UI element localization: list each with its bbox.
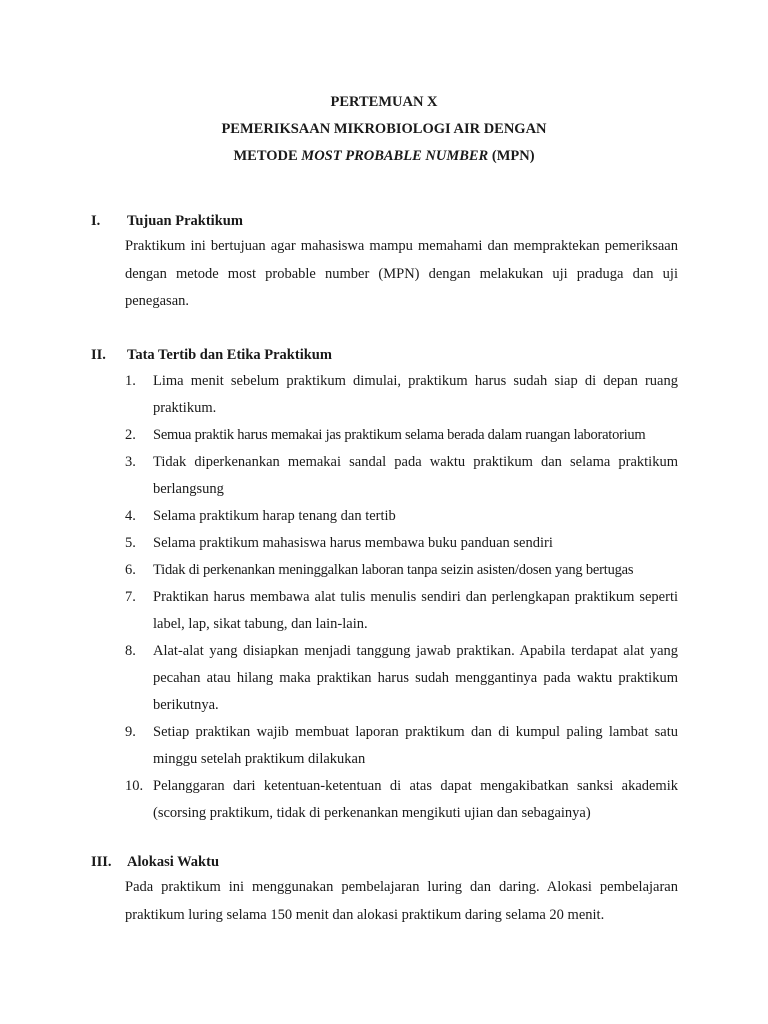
list-item-text: Selama praktikum harap tenang dan tertib [153,508,396,524]
list-item [125,638,678,719]
list-item-text: Lima menit sebelum praktikum dimulai, praktikum harus sudah siap di depan ruang praktikum. [153,373,678,416]
section-3-paragraph: Pada praktikum ini menggunakan pembelajaran luring dan daring. Alokasi pembelajaran praktikum luring selama 150 menit dan alokasi praktikum daring selama 20 menit. [125,879,678,923]
list-item-text: Praktikan harus membawa alat tulis menulis sendiri dan perlengkapan praktikum seperti label, lap, sikat tabung, dan lain-lain. [153,589,678,632]
list-item-number: 10. [125,778,144,794]
document-title-line-2: PEMERIKSAAN MIKROBIOLOGI AIR DENGAN [221,121,547,137]
list-item-number: 6. [125,562,136,578]
list-item-number: 8. [125,643,136,659]
rules-list [125,368,678,827]
list-item-text: Tidak di perkenankan meninggalkan laboran tanpa seizin asisten/dosen yang bertugas [153,562,634,578]
section-3-number: III. [91,854,112,870]
list-item [125,422,678,449]
document-title-line-3 [0,146,768,166]
list-item [125,557,678,584]
list-item-text: Setiap praktikan wajib membuat laporan praktikum dan di kumpul paling lambat satu minggu setelah praktikum dilakukan [153,724,678,767]
list-item [125,584,678,638]
list-item-number: 1. [125,373,136,389]
list-item [125,368,678,422]
list-item-text: Alat-alat yang disiapkan menjadi tanggung jawab praktikan. Apabila terdapat alat yang pecahan atau hilang maka praktikan harus sudah menggantinya pada waktu praktikum berikutnya. [153,643,678,713]
list-item [125,449,678,503]
list-item-number: 4. [125,508,136,524]
section-1-number: I. [91,213,101,229]
list-item-number: 5. [125,535,136,551]
title-italic: MOST PROBABLE NUMBER [301,148,489,164]
list-item-number: 9. [125,724,136,740]
section-2-title: Tata Tertib dan Etika Praktikum [127,347,332,363]
section-1-paragraph: Praktikum ini bertujuan agar mahasiswa mampu memahami dan mempraktekan pemeriksaan dengan metode most probable number (MPN) dengan melakukan uji praduga dan uji penegasan. [125,238,678,309]
list-item-text: Semua praktik harus memakai jas praktikum selama berada dalam ruangan laboratorium [153,427,646,443]
list-item [125,719,678,773]
list-item [125,530,678,557]
title-prefix: METODE [233,148,302,164]
section-3-title: Alokasi Waktu [127,854,220,870]
list-item [125,503,678,530]
document-title-line-1: PERTEMUAN X [330,94,438,110]
list-item-text: Tidak diperkenankan memakai sandal pada waktu praktikum dan selama praktikum berlangsung [153,454,678,497]
section-1-title: Tujuan Praktikum [127,213,243,229]
section-2-number: II. [91,347,106,363]
list-item-text: Pelanggaran dari ketentuan-ketentuan di atas dapat mengakibatkan sanksi akademik (scorsing praktikum, tidak di perkenankan mengikuti ujian dan sebagainya) [153,778,678,821]
list-item-number: 3. [125,454,136,470]
list-item-number: 2. [125,427,136,443]
list-item [125,773,678,827]
list-item-number: 7. [125,589,136,605]
list-item-text: Selama praktikum mahasiswa harus membawa buku panduan sendiri [153,535,553,551]
title-suffix: (MPN) [488,148,535,164]
